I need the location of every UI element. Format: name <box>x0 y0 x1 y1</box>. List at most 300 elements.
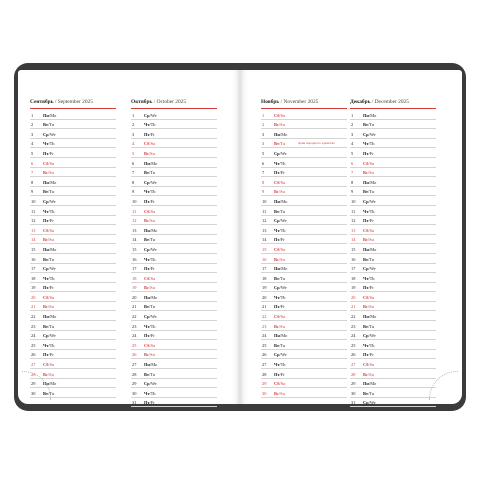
month-name-ru: Октябрь <box>131 99 153 105</box>
weekday-ru: Пн <box>274 198 280 204</box>
day-row <box>131 187 217 197</box>
weekday-label: Чт/Th <box>43 141 55 147</box>
weekday-label: Чт/Th <box>274 227 286 233</box>
day-number: 26 <box>132 352 137 358</box>
day-row <box>350 168 436 178</box>
weekday-en: Su <box>280 390 285 396</box>
day-row <box>131 177 217 187</box>
day-row <box>30 216 116 226</box>
weekday-ru: Чт <box>144 189 150 195</box>
weekday-en: Sa <box>369 160 375 166</box>
day-row <box>261 369 347 379</box>
weekday-label: Сб/Sa <box>43 362 55 368</box>
day-number: 18 <box>351 275 356 281</box>
weekday-label: Чт/Th <box>363 342 375 348</box>
weekday-ru: Пт <box>274 237 280 243</box>
weekday-label: Чт/Th <box>274 362 286 368</box>
weekday-en: Fr <box>280 237 285 243</box>
weekday-en: Su <box>280 256 285 262</box>
weekday-label: Пн/Mo <box>43 246 57 252</box>
day-number: 24 <box>132 333 137 339</box>
weekday-en: Sa <box>369 227 375 233</box>
weekday-en: Su <box>150 352 155 358</box>
weekday-en: We <box>280 285 287 291</box>
day-row <box>350 177 436 187</box>
right-page <box>240 70 462 404</box>
weekday-label: Сб/Sa <box>274 112 286 118</box>
weekday-en: We <box>49 131 56 137</box>
day-number: 12 <box>132 218 137 224</box>
weekday-label: Вс/Su <box>144 352 155 358</box>
weekday-en: Su <box>49 371 54 377</box>
weekday-ru: Пт <box>274 371 280 377</box>
weekday-label: Сб/Sa <box>43 294 55 300</box>
weekday-ru: Пн <box>43 179 49 185</box>
weekday-label: Пн/Mo <box>274 266 288 272</box>
day-row <box>30 187 116 197</box>
day-number: 13 <box>351 227 356 233</box>
weekday-label: Вт/Tu <box>43 122 55 128</box>
weekday-en: Sa <box>49 294 55 300</box>
weekday-en: Su <box>369 304 374 310</box>
weekday-en: We <box>369 400 376 406</box>
month-column <box>30 97 116 398</box>
weekday-en: Tu <box>150 237 156 243</box>
weekday-ru: Пт <box>363 218 369 224</box>
weekday-en: Th <box>369 342 375 348</box>
weekday-ru: Вс <box>274 256 279 262</box>
day-number: 17 <box>132 266 137 272</box>
weekday-label: Вт/Tu <box>363 390 375 396</box>
weekday-en: Tu <box>49 323 55 329</box>
weekday-en: We <box>150 314 157 320</box>
day-number: 29 <box>132 381 137 387</box>
weekday-ru: Сб <box>144 208 150 214</box>
day-number: 16 <box>262 256 267 262</box>
day-row <box>261 331 347 341</box>
weekday-ru: Пн <box>363 314 369 320</box>
weekday-en: Sa <box>49 362 55 368</box>
day-number: 20 <box>31 294 36 300</box>
weekday-label: Чт/Th <box>43 275 55 281</box>
weekday-label: Пт/Fr <box>144 198 155 204</box>
weekday-label: Пт/Fr <box>43 352 54 358</box>
weekday-en: Sa <box>49 160 55 166</box>
weekday-ru: Вс <box>274 189 279 195</box>
weekday-label: Сб/Sa <box>144 342 156 348</box>
day-number: 3 <box>31 131 34 137</box>
weekday-label: Вс/Su <box>274 122 285 128</box>
day-number: 14 <box>31 237 36 243</box>
weekday-ru: Вт <box>43 323 49 329</box>
weekday-en: We <box>369 131 376 137</box>
weekday-label: Пт/Fr <box>43 285 54 291</box>
day-row <box>30 235 116 245</box>
weekday-ru: Пн <box>43 246 49 252</box>
day-row <box>350 216 436 226</box>
weekday-en: Th <box>49 342 55 348</box>
weekday-en: Mo <box>370 381 377 387</box>
day-number: 18 <box>132 275 137 281</box>
weekday-label: Пт/Fr <box>144 131 155 137</box>
day-row <box>350 129 436 139</box>
weekday-ru: Вс <box>144 285 149 291</box>
weekday-en: Th <box>150 189 156 195</box>
weekday-label: Ср/We <box>363 131 376 137</box>
weekday-en: We <box>49 198 56 204</box>
weekday-label: Пт/Fr <box>144 333 155 339</box>
weekday-label: Пн/Mo <box>363 381 377 387</box>
weekday-label: Вт/Tu <box>43 390 55 396</box>
day-row <box>30 168 116 178</box>
weekday-en: Fr <box>150 131 155 137</box>
weekday-en: Mo <box>50 314 57 320</box>
day-number: 5 <box>31 150 34 156</box>
weekday-label: Сб/Sa <box>363 362 375 368</box>
weekday-en: Tu <box>369 189 375 195</box>
weekday-en: Tu <box>150 371 156 377</box>
day-number: 8 <box>31 179 34 185</box>
weekday-ru: Ср <box>144 179 150 185</box>
day-row <box>131 168 217 178</box>
day-number: 20 <box>132 294 137 300</box>
weekday-label: Пн/Mo <box>363 112 377 118</box>
day-number: 23 <box>351 323 356 329</box>
day-row <box>131 311 217 321</box>
weekday-en: Fr <box>369 285 374 291</box>
weekday-en: Sa <box>369 294 375 300</box>
weekday-label: Ср/We <box>363 400 376 406</box>
weekday-ru: Пн <box>144 362 150 368</box>
day-number: 9 <box>262 189 265 195</box>
weekday-label: Ср/We <box>43 198 56 204</box>
day-row <box>350 331 436 341</box>
weekday-label: Сб/Sa <box>363 160 375 166</box>
day-number: 17 <box>31 266 36 272</box>
weekday-ru: Пт <box>43 150 49 156</box>
weekday-label: Ср/We <box>363 266 376 272</box>
weekday-ru: Вт <box>43 122 49 128</box>
day-number: 10 <box>351 198 356 204</box>
weekday-label: Сб/Sa <box>144 141 156 147</box>
day-row <box>350 235 436 245</box>
weekday-label: Пт/Fr <box>363 285 374 291</box>
weekday-ru: Сб <box>274 112 280 118</box>
day-number: 3 <box>132 131 135 137</box>
weekday-en: We <box>280 150 287 156</box>
weekday-ru: Вс <box>274 323 279 329</box>
weekday-ru: Ср <box>144 314 150 320</box>
day-row <box>131 244 217 254</box>
weekday-en: Fr <box>369 150 374 156</box>
day-row <box>30 331 116 341</box>
month-header: Ноябрь / November 2025 <box>261 97 347 109</box>
day-row <box>261 273 347 283</box>
day-number: 3 <box>351 131 354 137</box>
weekday-label: Сб/Sa <box>43 160 55 166</box>
day-number: 7 <box>262 170 265 176</box>
weekday-en: Fr <box>150 198 155 204</box>
weekday-en: Sa <box>280 112 286 118</box>
day-number: 7 <box>31 170 34 176</box>
weekday-ru: Сб <box>363 362 369 368</box>
month-column <box>350 97 436 407</box>
weekday-en: We <box>49 266 56 272</box>
day-row <box>131 388 217 398</box>
day-row <box>350 302 436 312</box>
weekday-label: Пт/Fr <box>144 400 155 406</box>
day-number: 25 <box>31 342 36 348</box>
day-number: 1 <box>31 112 34 118</box>
weekday-ru: Вт <box>363 390 369 396</box>
weekday-label: Пт/Fr <box>363 150 374 156</box>
weekday-ru: Пн <box>144 227 150 233</box>
day-row <box>350 388 436 398</box>
day-row <box>30 129 116 139</box>
weekday-ru: Чт <box>274 227 280 233</box>
weekday-ru: Пт <box>144 198 150 204</box>
weekday-label: Пн/Mo <box>363 246 377 252</box>
day-number: 9 <box>31 189 34 195</box>
day-row <box>131 292 217 302</box>
day-row <box>261 235 347 245</box>
weekday-label: Пт/Fr <box>274 170 285 176</box>
day-number: 17 <box>262 266 267 272</box>
day-number: 25 <box>262 342 267 348</box>
weekday-label: Чт/Th <box>274 160 286 166</box>
day-number: 9 <box>132 189 135 195</box>
weekday-en: We <box>280 218 287 224</box>
weekday-label: Вс/Su <box>363 371 374 377</box>
day-row <box>131 120 217 130</box>
weekday-ru: Чт <box>274 294 280 300</box>
weekday-en: Tu <box>280 208 286 214</box>
weekday-ru: Пт <box>144 131 150 137</box>
weekday-label: Вс/Su <box>43 170 54 176</box>
day-row <box>131 359 217 369</box>
day-row <box>261 225 347 235</box>
day-number: 8 <box>132 179 135 185</box>
day-row <box>131 264 217 274</box>
day-row <box>30 273 116 283</box>
day-number: 23 <box>31 323 36 329</box>
weekday-en: Sa <box>150 342 156 348</box>
weekday-en: Tu <box>280 275 286 281</box>
day-row <box>350 340 436 350</box>
weekday-ru: Чт <box>363 208 369 214</box>
weekday-en: We <box>280 352 287 358</box>
day-number: 4 <box>132 141 135 147</box>
weekday-en: Fr <box>369 352 374 358</box>
day-number: 21 <box>351 304 356 310</box>
weekday-ru: Пт <box>274 170 280 176</box>
day-number: 19 <box>132 285 137 291</box>
day-row <box>261 340 347 350</box>
day-row <box>261 379 347 389</box>
day-number: 13 <box>262 227 267 233</box>
weekday-ru: Чт <box>144 122 150 128</box>
weekday-en: Su <box>49 304 54 310</box>
weekday-en: Fr <box>49 218 54 224</box>
weekday-label: Вс/Su <box>274 189 285 195</box>
day-number: 24 <box>351 333 356 339</box>
day-row <box>261 168 347 178</box>
weekday-ru: Вт <box>363 256 369 262</box>
weekday-label: Вт/Tu <box>363 256 375 262</box>
day-row <box>350 311 436 321</box>
weekday-label: Ср/We <box>43 266 56 272</box>
day-number: 19 <box>262 285 267 291</box>
day-row <box>261 254 347 264</box>
weekday-ru: Пн <box>274 131 280 137</box>
weekday-label: Пн/Mo <box>363 179 377 185</box>
day-number: 27 <box>351 362 356 368</box>
weekday-ru: Вс <box>144 352 149 358</box>
weekday-label: Чт/Th <box>144 256 156 262</box>
day-number: 7 <box>132 170 135 176</box>
day-row <box>350 139 436 149</box>
weekday-label: Сб/Sa <box>363 227 375 233</box>
day-number: 16 <box>31 256 36 262</box>
weekday-label: Пн/Mo <box>274 198 288 204</box>
weekday-ru: Вс <box>43 304 48 310</box>
day-number: 28 <box>31 371 36 377</box>
weekday-ru: Пн <box>43 381 49 387</box>
weekday-en: Fr <box>280 170 285 176</box>
weekday-label: Чт/Th <box>43 208 55 214</box>
day-row <box>131 321 217 331</box>
day-row <box>350 359 436 369</box>
day-row <box>131 350 217 360</box>
weekday-ru: Сб <box>274 179 280 185</box>
weekday-ru: Сб <box>363 160 369 166</box>
day-number: 11 <box>31 208 36 214</box>
day-number: 2 <box>262 122 265 128</box>
day-number: 15 <box>262 246 267 252</box>
day-number: 2 <box>132 122 135 128</box>
day-number: 12 <box>262 218 267 224</box>
weekday-en: Mo <box>151 294 158 300</box>
day-number: 1 <box>351 112 354 118</box>
day-number: 1 <box>262 112 265 118</box>
weekday-ru: Чт <box>43 141 49 147</box>
day-row <box>30 340 116 350</box>
day-number: 30 <box>351 390 356 396</box>
weekday-en: Fr <box>150 333 155 339</box>
day-list <box>350 110 436 407</box>
weekday-en: Mo <box>281 333 288 339</box>
weekday-ru: Чт <box>144 390 150 396</box>
weekday-en: Th <box>280 227 286 233</box>
weekday-ru: Вс <box>144 218 149 224</box>
weekday-label: Ср/We <box>144 314 157 320</box>
weekday-ru: Чт <box>363 275 369 281</box>
weekday-en: Fr <box>49 285 54 291</box>
weekday-en: Fr <box>49 150 54 156</box>
day-number: 21 <box>31 304 36 310</box>
weekday-en: Tu <box>150 170 156 176</box>
weekday-en: Tu <box>49 122 55 128</box>
weekday-label: Пт/Fr <box>363 352 374 358</box>
weekday-ru: Вт <box>144 304 150 310</box>
day-number: 25 <box>132 342 137 348</box>
day-row <box>131 158 217 168</box>
weekday-ru: Ср <box>144 381 150 387</box>
day-row <box>131 254 217 264</box>
weekday-label: Чт/Th <box>144 189 156 195</box>
weekday-ru: Чт <box>43 275 49 281</box>
weekday-en: Mo <box>281 266 288 272</box>
weekday-ru: Ср <box>144 112 150 118</box>
day-row <box>30 302 116 312</box>
month-name-ru: Ноябрь <box>261 99 280 105</box>
weekday-ru: Пт <box>363 150 369 156</box>
day-number: 4 <box>351 141 354 147</box>
weekday-ru: Вс <box>363 371 368 377</box>
weekday-ru: Сб <box>363 227 369 233</box>
day-number: 9 <box>351 189 354 195</box>
weekday-label: Пн/Mo <box>274 131 288 137</box>
day-row <box>131 206 217 216</box>
day-number: 6 <box>132 160 135 166</box>
weekday-ru: Вс <box>43 371 48 377</box>
month-name-ru: Сентябрь <box>30 99 54 105</box>
weekday-en: We <box>150 381 157 387</box>
weekday-en: Sa <box>280 179 286 185</box>
weekday-label: Пт/Fr <box>43 218 54 224</box>
weekday-ru: Сб <box>274 246 280 252</box>
weekday-en: We <box>150 246 157 252</box>
weekday-en: Tu <box>150 304 156 310</box>
weekday-label: Ср/We <box>274 285 287 291</box>
day-row <box>30 206 116 216</box>
weekday-label: Вт/Tu <box>144 371 156 377</box>
weekday-ru: Ср <box>363 198 369 204</box>
weekday-label: Пн/Mo <box>144 227 158 233</box>
weekday-en: Th <box>369 208 375 214</box>
day-row <box>350 379 436 389</box>
weekday-label: Пт/Fr <box>363 218 374 224</box>
day-row <box>131 302 217 312</box>
weekday-en: Tu <box>369 256 375 262</box>
weekday-ru: Сб <box>363 294 369 300</box>
day-number: 23 <box>132 323 137 329</box>
day-row <box>261 302 347 312</box>
day-number: 22 <box>31 314 36 320</box>
day-row <box>131 379 217 389</box>
day-number: 10 <box>132 198 137 204</box>
weekday-ru: Вт <box>274 141 280 147</box>
weekday-label: Сб/Sa <box>274 314 286 320</box>
weekday-en: Tu <box>49 390 55 396</box>
day-row <box>350 148 436 158</box>
day-number: 11 <box>132 208 137 214</box>
weekday-en: Th <box>150 390 156 396</box>
day-number: 20 <box>351 294 356 300</box>
holiday-note: День народного единства <box>298 141 335 146</box>
day-number: 19 <box>31 285 36 291</box>
day-number: 31 <box>132 400 137 406</box>
weekday-ru: Пн <box>363 179 369 185</box>
weekday-ru: Пн <box>43 112 49 118</box>
weekday-en: Mo <box>50 246 57 252</box>
weekday-en: Tu <box>280 141 286 147</box>
day-row <box>350 120 436 130</box>
day-row <box>350 225 436 235</box>
day-row <box>30 139 116 149</box>
weekday-en: Su <box>280 189 285 195</box>
weekday-ru: Ср <box>43 266 49 272</box>
